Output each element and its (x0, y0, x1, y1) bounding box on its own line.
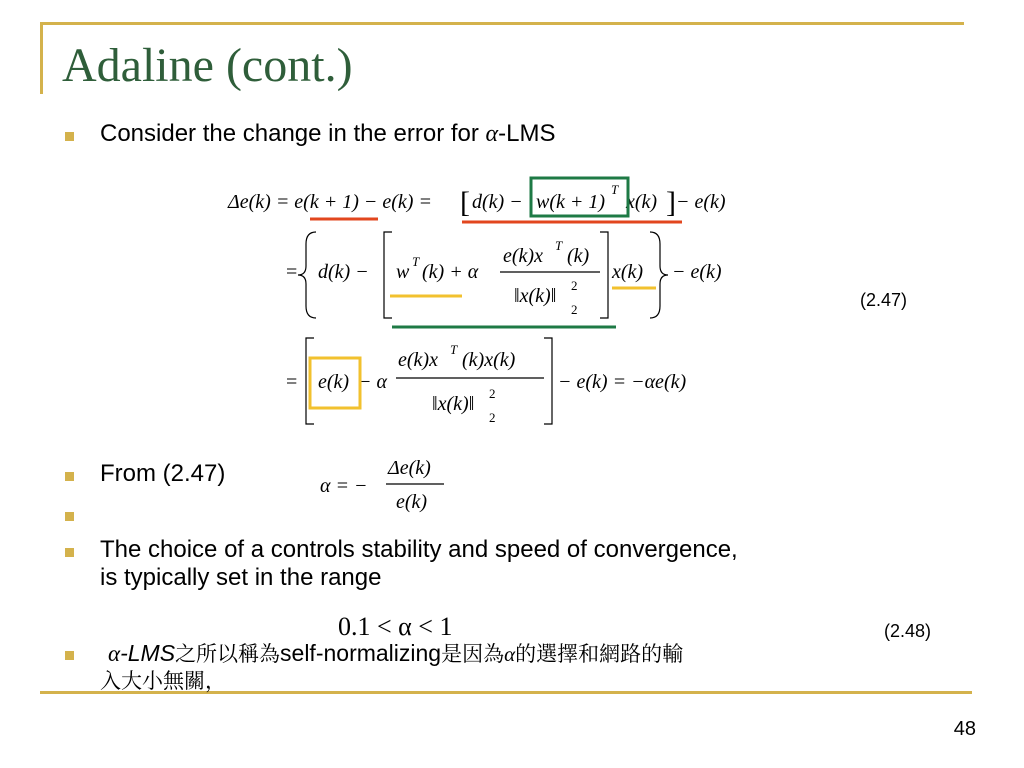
eq1-x: x(k) (626, 191, 658, 213)
eq-line-3 (286, 338, 686, 425)
alpha-eq-den: e(k) (396, 491, 428, 513)
alpha-equation (316, 450, 516, 520)
alpha-eq-num: Δe(k) (388, 457, 431, 479)
eq2-num: e(k)x (503, 245, 543, 267)
eq2-den-sup: 2 (571, 278, 578, 293)
eq3-minus-alpha: − α (358, 371, 387, 393)
bullet-consider-prefix: Consider the change in the error for (100, 120, 486, 147)
eq3-equals: = (286, 371, 298, 393)
bullet-marker (65, 512, 74, 521)
b5-text3: 的選擇和網路的輸 (515, 642, 684, 666)
eq2-w: w (396, 261, 410, 283)
eq1-d: d(k) − (472, 191, 523, 213)
b5-line2: 入大小無關， (100, 669, 226, 693)
alpha-eq-lhs: α = − (320, 475, 368, 497)
bullet-marker (65, 548, 74, 557)
eq3-num-arg: (k)x(k) (462, 349, 516, 371)
equation-number-2-47: (2.47) (860, 290, 908, 310)
eq3-den-sup: 2 (489, 386, 496, 401)
eq2-den-sub: 2 (571, 302, 578, 317)
bullet-from: From (2.47) (100, 460, 226, 487)
bullet-self-normalizing (100, 640, 958, 695)
alpha-symbol: α (504, 642, 516, 666)
slide-title: Adaline (cont.) (62, 39, 353, 92)
eq1-lhs: Δe(k) = e(k + 1) − e(k) = (228, 191, 432, 213)
eq2-tail: − e(k) (672, 261, 722, 283)
eq3-bracket-right (544, 338, 552, 424)
b5-text2: 是因為 (441, 642, 505, 666)
lms-label: -LMS (120, 640, 176, 666)
eq1-bracket-close: ] (666, 186, 676, 219)
eq3-e: e(k) (318, 371, 350, 393)
eq3-tail: − e(k) = −αe(k) (558, 371, 687, 393)
eq2-x: x(k) (612, 261, 644, 283)
alpha-symbol: α (485, 121, 499, 147)
bullet-marker (65, 651, 74, 660)
bullet-consider-suffix: -LMS (498, 120, 556, 147)
eq1-w-sup: T (611, 182, 619, 197)
eq3-num: e(k)x (398, 349, 438, 371)
bullet-choice-line2: is typically set in the range (100, 564, 382, 591)
eq2-d: d(k) − (318, 261, 369, 283)
bullet-choice (100, 536, 738, 592)
eq2-equals: = (286, 261, 298, 283)
page-number: 48 (953, 718, 976, 740)
eq1-w: w(k + 1) (536, 191, 606, 213)
eq1-bracket-open: [ (460, 186, 470, 219)
eq2-bracket-right (600, 232, 608, 318)
eq-line-2 (286, 232, 722, 318)
self-normalizing-label: self-normalizing (280, 640, 442, 666)
eq3-den: ‖x(k)‖ (432, 393, 475, 415)
eq2-brace-left (298, 232, 316, 318)
eq-line-1 (227, 182, 726, 219)
eq1-tail: − e(k) (676, 191, 726, 213)
bullet-choice-line1: The choice of a controls stability and speed of convergence, (100, 536, 738, 563)
eq2-num-arg: (k) (567, 245, 590, 267)
eq2-w-sup: T (412, 254, 420, 269)
range-equation: 0.1 < α < 1 (338, 612, 453, 641)
equation-number-2-48: (2.48) (884, 621, 932, 641)
alpha-symbol: α (108, 641, 121, 666)
bullet-marker (65, 472, 74, 481)
eq2-num-sup: T (555, 238, 563, 253)
eq3-num-sup: T (450, 342, 458, 357)
eq2-bracket-left (384, 232, 392, 318)
eq2-brace-right (650, 232, 668, 318)
eq3-den-sub: 2 (489, 410, 496, 425)
b5-text1: 之所以稱為 (175, 642, 281, 666)
eq2-den: ‖x(k)‖ (514, 285, 557, 307)
eq2-w-arg: (k) + α (422, 261, 479, 283)
